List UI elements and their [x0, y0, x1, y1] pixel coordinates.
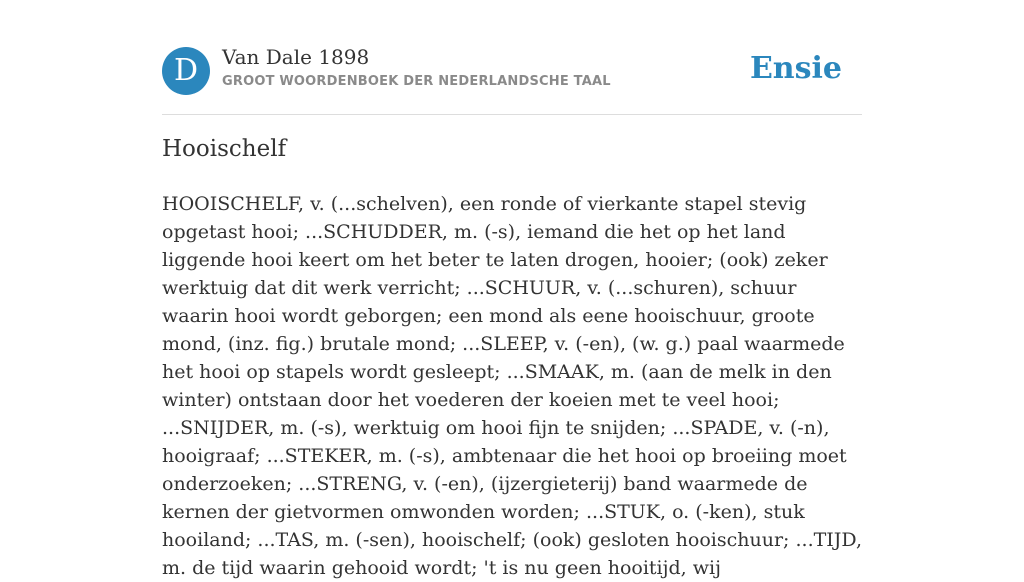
dictionary-title[interactable]: Van Dale 1898 [222, 45, 370, 69]
dictionary-subtitle: GROOT WOORDENBOEK DER NEDERLANDSCHE TAAL [222, 74, 611, 89]
entry-title: Hooischelf [162, 136, 287, 162]
page-container [162, 0, 863, 579]
ensie-logo-link[interactable]: Ensie [749, 51, 842, 86]
dictionary-logo[interactable]: D [162, 47, 210, 95]
header [162, 0, 862, 115]
entry-definition: HOOISCHELF, v. (...schelven), een ronde of vierkante stapel stevig opgetast hooi; ...SCHUDDER, m. (-s), iemand die het op het land liggende hooi keert om het beter te laten drogen, hooier; (ook) zeker werktuig dat dit werk verricht; ...SCHUUR, v. (...schuren), schuur waarin hooi wordt geborgen; een mond als eene hooischuur, groote mond, (inz. fig.) brutale mond; ...SLEEP, v. (-en), (w. g.) paal waarmede het hooi op stapels wordt gesleept; ...SMAAK, m. (aan de melk in den winter) ontstaan door het voederen der koeien met te veel hooi; ...SNIJDER, m. (-s), werktuig om hooi fijn te snijden; ...SPADE, v. (-n), hooigraaf; ...STEKER, m. (-s), ambtenaar die het hooi op broeiing moet onderzoeken; ...STRENG, v. (-en), (ijzergieterij) band waarmede de kernen der gietvormen omwonden worden; ...STUK, o. (-ken), stuk hooiland; ...TAS, m. (-sen), hooischelf; (ook) gesloten hooischuur; ...TIJD, m. de tijd waarin gehooid wordt; 't is nu geen hooitijd, wij [162, 193, 863, 579]
